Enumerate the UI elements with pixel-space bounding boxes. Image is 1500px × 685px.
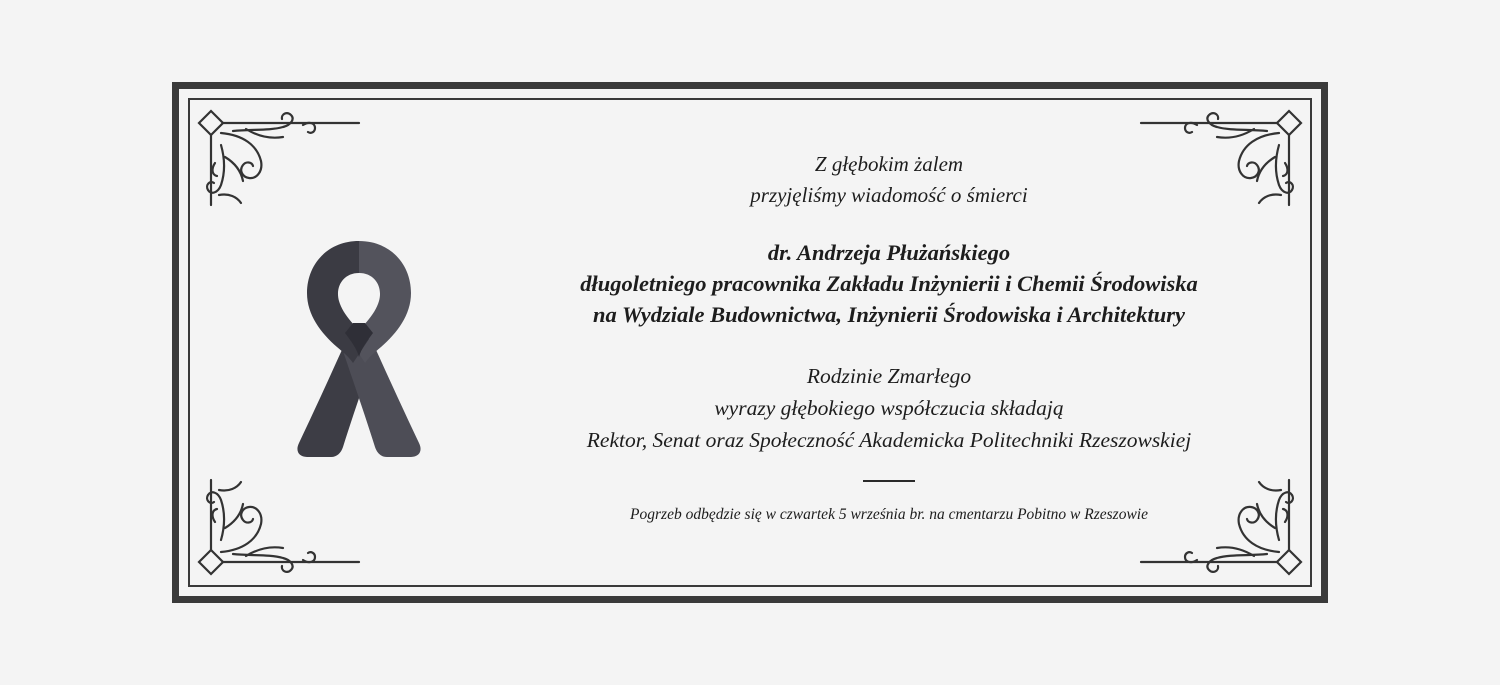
intro-line-2: przyjęliśmy wiadomość o śmierci: [750, 183, 1028, 207]
obituary-frame: [172, 82, 1328, 603]
condolence-line-3: Rektor, Senat oraz Społeczność Akademicka Politechniki Rzeszowskiej: [586, 428, 1192, 452]
condolence-group: [469, 360, 1309, 456]
deceased-name: dr. Andrzeja Płużańskiego: [767, 240, 1011, 265]
deceased-group: [469, 237, 1309, 330]
condolence-line-2: wyrazy głębokiego współczucia składają: [714, 396, 1064, 420]
condolence-line-1: Rodzinie Zmarłego: [806, 364, 972, 388]
text-divider: [863, 480, 915, 482]
intro-group: [469, 149, 1309, 211]
deceased-role-line-2: na Wydziale Budownictwa, Inżynierii Środowiska i Architektury: [593, 302, 1185, 327]
intro-line-1: Z głębokim żalem: [814, 152, 964, 176]
funeral-note: Pogrzeb odbędzie się w czwartek 5 września br. na cmentarzu Pobitno w Rzeszowie: [630, 506, 1148, 523]
deceased-role-line-1: długoletniego pracownika Zakładu Inżynierii i Chemii Środowiska: [580, 271, 1198, 296]
obituary-text-block: [469, 149, 1309, 526]
mourning-ribbon-icon: [279, 229, 439, 469]
